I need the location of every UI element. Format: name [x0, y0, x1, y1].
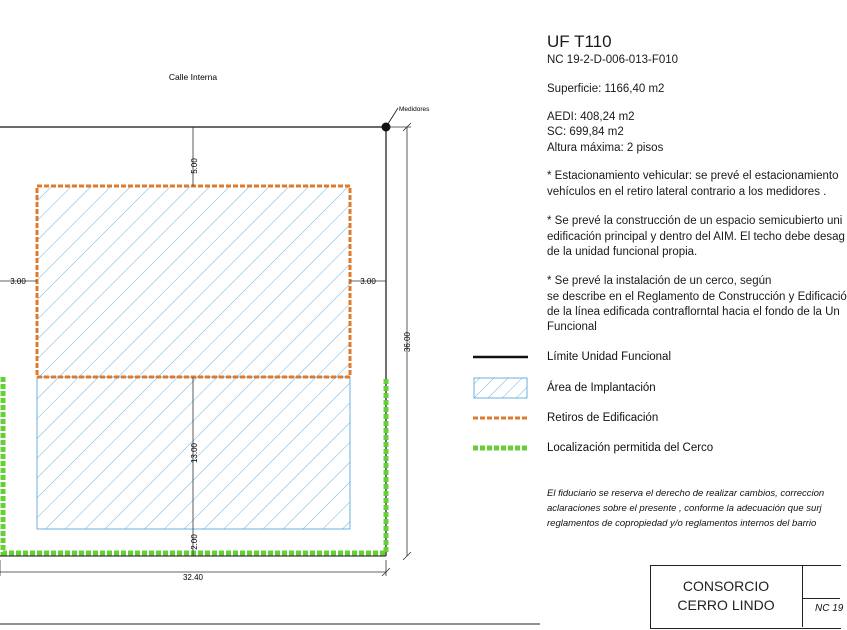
title-block-code: NC 19	[815, 603, 844, 614]
unit-title: UF T110	[547, 32, 612, 51]
note-fence-3: de la línea edificada contraflorntal hacia el fondo de la Un	[547, 306, 840, 318]
consortium-name-line-1: CONSORCIO	[682, 578, 770, 594]
note-fence-2: se describe en el Reglamento de Construcción y Edificació	[547, 291, 847, 303]
aedi-text: AEDI: 408,24 m2	[547, 111, 635, 123]
meter-label: Medidores	[399, 106, 430, 113]
meter-leader	[386, 108, 398, 127]
legend-fence-label: Localización permitida del Cerco	[547, 442, 714, 454]
disclaimer-line-1: El fiduciario se reserva el derecho de realizar cambios, correccion	[547, 488, 825, 499]
legend-limit-label: Límite Unidad Funcional	[547, 351, 672, 363]
consortium-name-line-2: CERRO LINDO	[677, 597, 775, 613]
legend-area-swatch	[474, 378, 527, 398]
dim-mid-label: 13.00	[190, 442, 199, 464]
note-parking-2: vehículos en el retiro lateral contrario a los medidores .	[547, 186, 827, 198]
dim-depth-label: 36.00	[403, 331, 412, 353]
max-height-text: Altura máxima: 2 pisos	[547, 142, 664, 154]
note-semicovered-2: edificación principal y dentro del AIM. El techo debe desag	[547, 231, 845, 243]
legend-swatches	[470, 345, 536, 465]
sc-text: SC: 699,84 m2	[547, 126, 624, 138]
note-semicovered-1: * Se prevé la construcción de un espacio semicubierto uni	[547, 215, 843, 227]
disclaimer-line-2: aclaraciones sobre el presente , conforme la adecuación que surj	[547, 503, 822, 514]
dim-front-label: 5.00	[190, 158, 199, 174]
legend-area-label: Área de Implantación	[547, 382, 656, 394]
dim-width-label: 32.40	[182, 573, 204, 582]
dim-back-label: 2.00	[190, 534, 199, 550]
street-label: Calle Interna	[168, 72, 218, 82]
note-semicovered-3: de la unidad funcional propia.	[547, 246, 698, 258]
title-block-hline	[802, 598, 840, 599]
surface-text: Superficie: 1166,40 m2	[547, 83, 665, 95]
cadastral-code: NC 19-2-D-006-013-F010	[547, 54, 679, 66]
implantation-area-upper	[37, 186, 350, 377]
note-parking-1: * Estacionamiento vehicular: se prevé el estacionamiento	[547, 170, 839, 182]
disclaimer-line-3: reglamentos de copropiedad y/o reglamentos internos del barrio	[547, 518, 817, 529]
dim-right-label: 3.00	[360, 277, 376, 286]
dim-left-label: 3.00	[10, 277, 26, 286]
legend-setback-label: Retiros de Edificación	[547, 412, 659, 424]
title-block-divider	[802, 565, 803, 627]
note-fence-4: Funcional	[547, 321, 597, 333]
note-fence-1: * Se prevé la instalación de un cerco, según	[547, 275, 772, 287]
